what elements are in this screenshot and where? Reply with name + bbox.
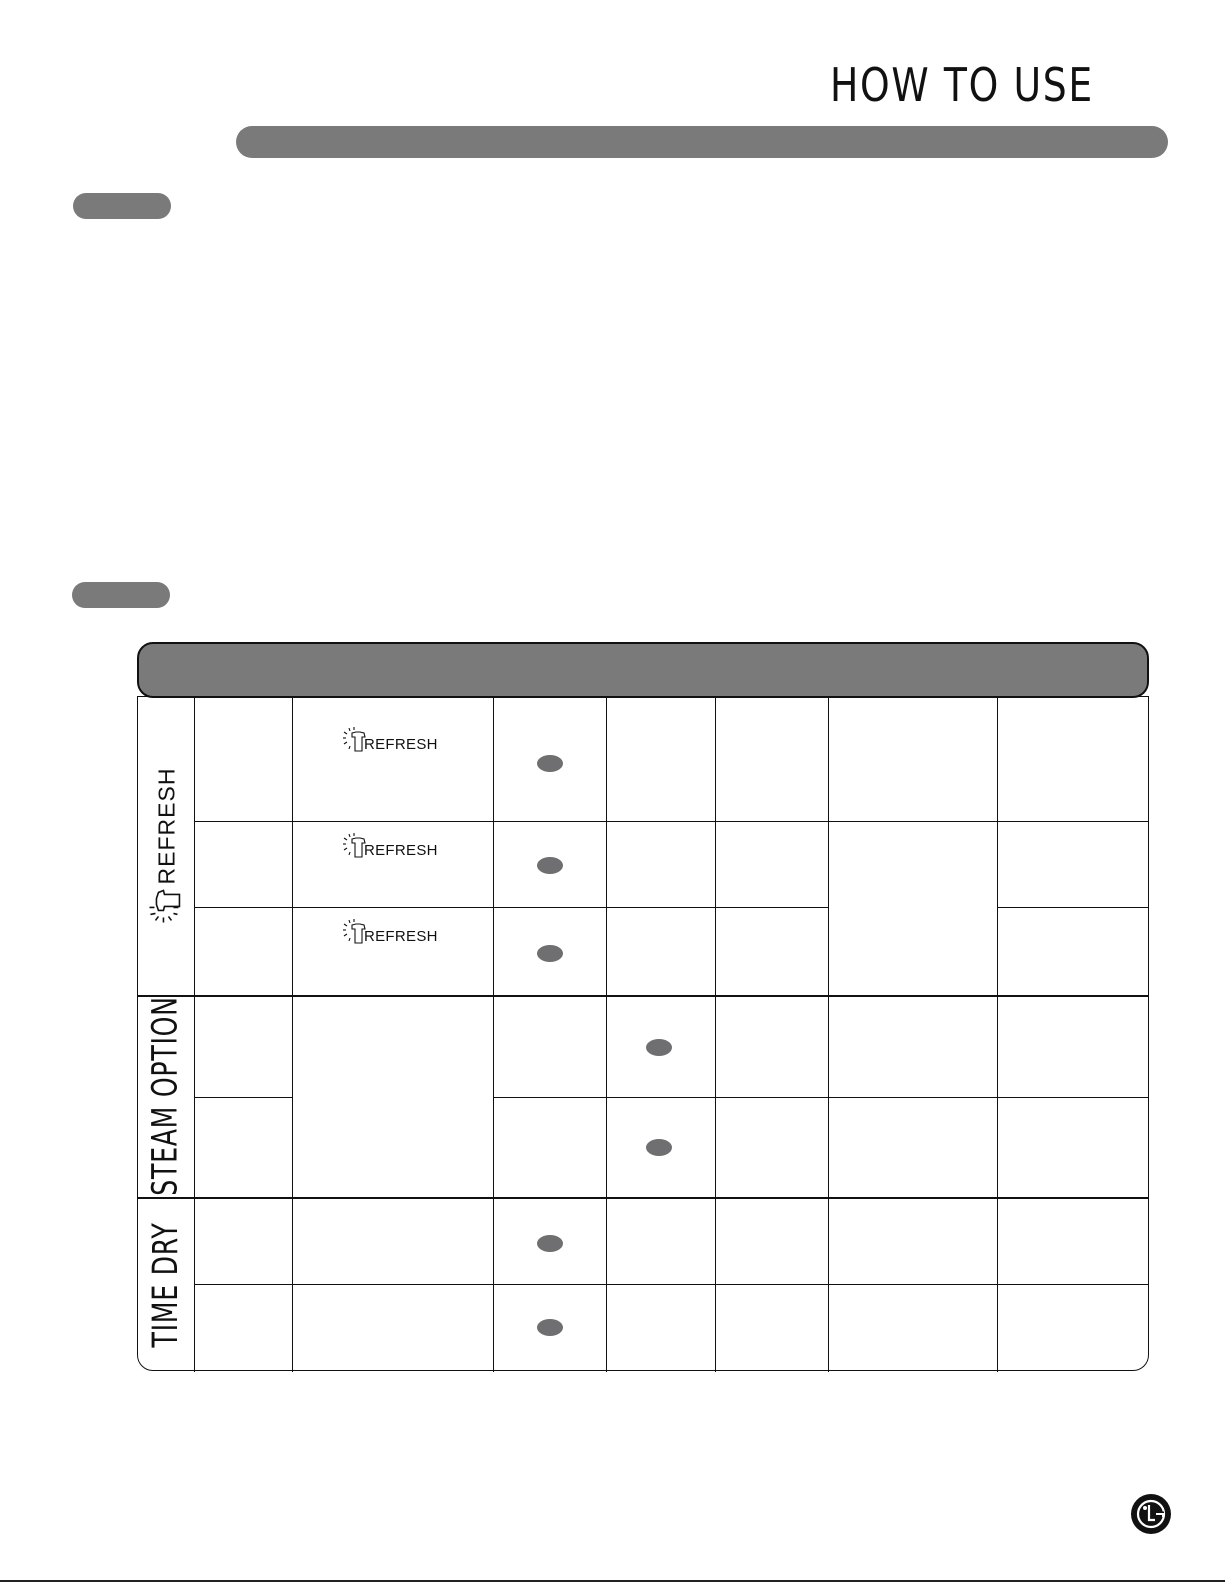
group-label-refresh xyxy=(138,697,194,995)
indicator-dot xyxy=(646,1139,672,1156)
refresh-shirt-icon xyxy=(342,833,366,859)
indicator-dot xyxy=(537,1235,563,1252)
group-label-steam-option: STEAM OPTION xyxy=(146,996,187,1196)
group-label-refresh-text: REFRESH xyxy=(152,767,179,885)
refresh-indicator-1: REFRESH xyxy=(342,725,438,753)
lg-logo-icon xyxy=(1130,1493,1172,1535)
section-tab-2 xyxy=(72,582,170,608)
group-label-time-dry: TIME DRY xyxy=(146,1222,186,1347)
indicator-dot xyxy=(537,857,563,874)
page-title: HOW TO USE xyxy=(830,58,1094,112)
footer-rule xyxy=(0,1580,1225,1582)
refresh-indicator-2: REFRESH xyxy=(342,831,438,859)
table-header-bar xyxy=(137,642,1149,698)
cycle-options-table xyxy=(137,696,1149,1371)
header-bar xyxy=(236,126,1168,158)
refresh-shirt-icon xyxy=(342,727,366,753)
indicator-dot xyxy=(537,1319,563,1336)
indicator-dot xyxy=(537,945,563,962)
refresh-shirt-icon xyxy=(149,884,183,924)
indicator-dot xyxy=(646,1039,672,1056)
refresh-shirt-icon xyxy=(342,919,366,945)
indicator-dot xyxy=(537,755,563,772)
refresh-indicator-3: REFRESH xyxy=(342,917,438,945)
section-tab-1 xyxy=(73,193,171,219)
